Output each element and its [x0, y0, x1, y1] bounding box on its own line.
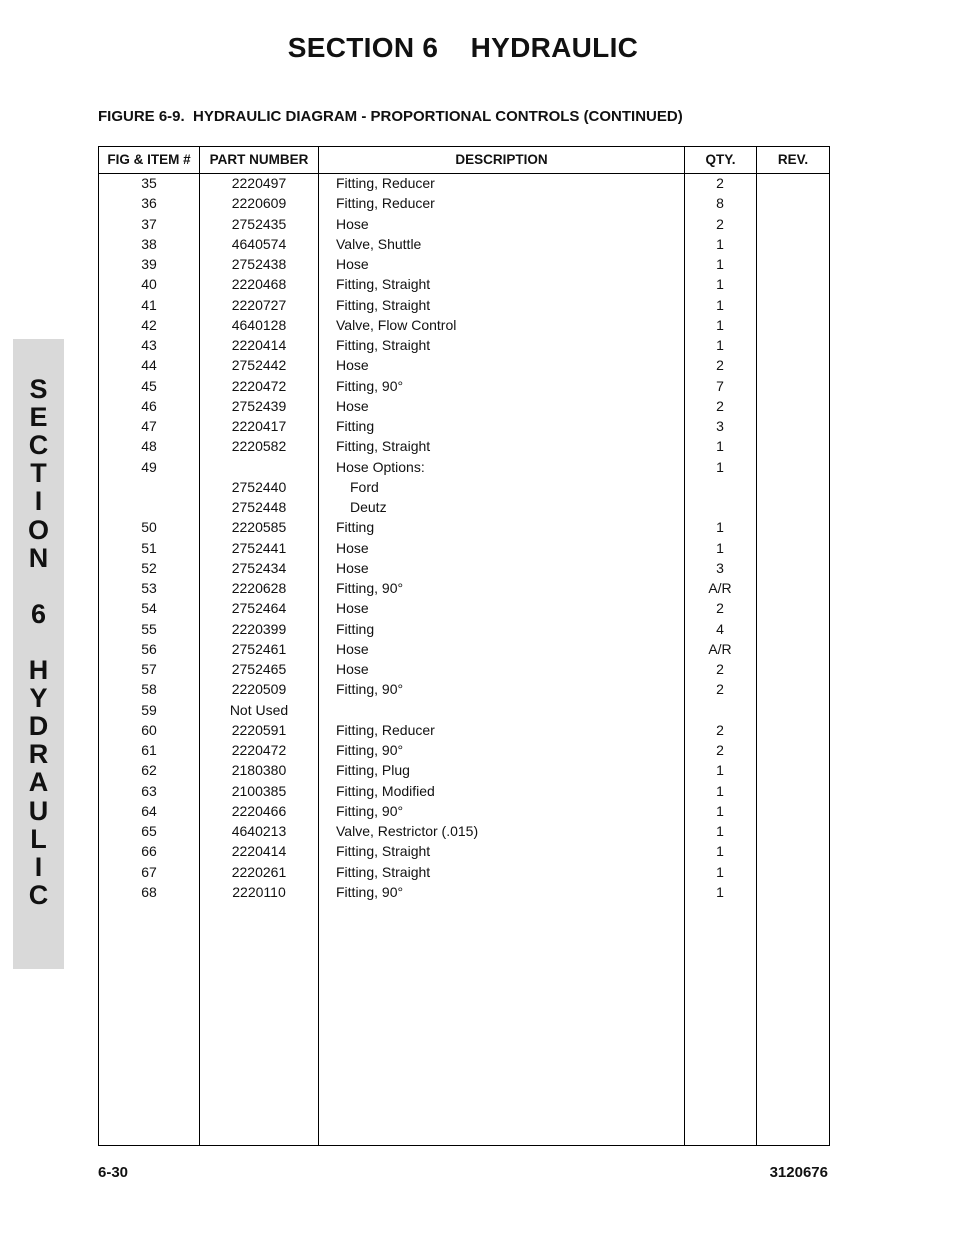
qty-cell: A/R	[708, 640, 732, 657]
part-number-cell: 2752441	[231, 539, 287, 556]
description-cell: Fitting, Reducer	[336, 175, 435, 191]
description-cell: Fitting, Straight	[336, 296, 431, 313]
qty-cell: 3	[716, 418, 724, 434]
part-number-cell: 4640574	[231, 235, 287, 252]
description-cell: Fitting, 90°	[336, 377, 404, 394]
qty-cell: 1	[716, 823, 724, 839]
column-header-rev: REV.	[777, 152, 809, 167]
table-row	[99, 598, 829, 618]
item-number-cell: 35	[141, 175, 157, 191]
section-title: SECTION 6 HYDRAULIC	[287, 32, 639, 63]
table-row	[99, 295, 829, 315]
side-tab-char: C	[28, 430, 49, 461]
table-row	[99, 274, 829, 294]
column-header-qty: QTY.	[705, 152, 736, 167]
qty-cell: 1	[716, 802, 724, 819]
side-tab-char: O	[27, 514, 49, 545]
side-tab-char: N	[28, 542, 49, 573]
description-cell: Fitting, 90°	[336, 883, 404, 900]
description-cell: Fitting, 90°	[336, 681, 404, 698]
page-number: 6-30	[98, 1164, 129, 1181]
description-cell: Fitting, Straight	[336, 337, 431, 353]
qty-cell: 1	[716, 235, 724, 252]
part-number-cell: 2752434	[231, 559, 287, 576]
item-number-cell: 54	[141, 600, 157, 617]
part-number-cell: 2220497	[231, 175, 287, 191]
description-cell: Valve, Flow Control	[336, 316, 457, 333]
item-number-cell: 42	[141, 316, 157, 333]
part-number-cell: 2220399	[231, 620, 287, 637]
part-number-cell: 2220414	[231, 337, 287, 353]
part-number-cell: 2220468	[231, 276, 287, 293]
description-cell: Valve, Shuttle	[336, 235, 422, 252]
parts-table	[98, 146, 830, 1146]
table-row	[99, 619, 829, 639]
part-number-cell: 4640213	[231, 823, 287, 839]
table-row	[99, 862, 829, 882]
item-number-cell: 48	[141, 438, 157, 455]
part-number-cell: 2752461	[231, 640, 287, 657]
table-row	[99, 659, 829, 679]
description-cell: Hose	[336, 256, 369, 272]
table-row	[99, 477, 829, 497]
part-number-cell: 2220582	[231, 438, 287, 455]
part-number-cell: 2752435	[231, 215, 287, 232]
item-number-cell: 68	[141, 883, 157, 900]
side-tab-char: R	[28, 739, 49, 770]
description-cell: Hose	[336, 559, 369, 576]
item-number-cell: 47	[141, 418, 157, 434]
qty-cell: 2	[716, 397, 724, 414]
side-tab-char: T	[30, 458, 47, 489]
part-number-cell: 2220609	[231, 195, 287, 212]
part-number-cell: 2220628	[231, 580, 287, 596]
table-row	[99, 214, 829, 234]
side-tab-char: C	[28, 879, 49, 910]
item-number-cell: 56	[141, 640, 157, 657]
table-row	[99, 801, 829, 821]
part-number-cell: 2220727	[231, 296, 287, 313]
qty-cell: 2	[716, 175, 724, 191]
table-row	[99, 538, 829, 558]
table-row	[99, 882, 829, 902]
part-number-cell: 2752465	[231, 661, 287, 677]
part-number-cell: 2220466	[231, 802, 287, 819]
item-number-cell: 64	[141, 802, 157, 819]
description-cell: Fitting, 90°	[336, 580, 404, 596]
item-number-cell: 41	[141, 296, 157, 313]
item-number-cell: 43	[141, 337, 157, 353]
item-number-cell: 45	[141, 377, 157, 394]
section-side-tab	[13, 339, 64, 969]
description-cell: Hose	[336, 640, 369, 657]
table-row	[99, 193, 829, 213]
item-number-cell: 52	[141, 559, 157, 576]
qty-cell: 1	[716, 256, 724, 272]
item-number-cell: 44	[141, 357, 157, 374]
part-number-cell: 4640128	[231, 316, 287, 333]
description-cell: Fitting	[336, 620, 375, 637]
side-tab-char: S	[29, 374, 48, 404]
qty-cell: 1	[716, 438, 724, 455]
qty-cell: 1	[716, 458, 724, 475]
qty-cell: 1	[716, 337, 724, 353]
side-tab-char: D	[28, 711, 49, 742]
item-number-cell: 51	[141, 539, 157, 556]
description-cell: Ford	[350, 478, 379, 495]
description-cell: Hose	[336, 357, 369, 374]
qty-cell: 2	[716, 215, 724, 232]
part-number-cell: 2180380	[231, 762, 287, 779]
qty-cell: 4	[716, 620, 724, 637]
table-row	[99, 639, 829, 659]
qty-cell: 8	[716, 195, 724, 212]
table-row	[99, 335, 829, 355]
item-number-cell: 55	[141, 620, 157, 637]
qty-cell: 2	[716, 681, 724, 698]
qty-cell: 2	[716, 357, 724, 374]
item-number-cell: 66	[141, 843, 157, 860]
item-number-cell: 61	[141, 742, 157, 758]
part-number-cell: 2752438	[231, 256, 287, 272]
qty-cell: 1	[716, 296, 724, 313]
description-cell: Fitting, 90°	[336, 802, 404, 819]
qty-cell: 1	[716, 843, 724, 860]
part-number-cell: 2752439	[231, 397, 287, 414]
qty-cell: 1	[716, 316, 724, 333]
item-number-cell: 38	[141, 235, 157, 252]
table-row	[99, 821, 829, 841]
qty-cell: 2	[716, 661, 724, 677]
side-tab-char: L	[30, 823, 47, 854]
table-row	[99, 497, 829, 517]
part-number-cell: 2100385	[231, 782, 287, 799]
description-cell: Hose	[336, 600, 369, 617]
item-number-cell: 63	[141, 782, 157, 799]
item-number-cell: 50	[141, 519, 157, 536]
table-row	[99, 578, 829, 598]
table-row	[99, 700, 829, 720]
item-number-cell: 49	[141, 458, 157, 475]
description-cell: Hose	[336, 397, 369, 414]
table-row	[99, 315, 829, 335]
table-row	[99, 760, 829, 780]
description-cell: Fitting, 90°	[336, 742, 404, 758]
table-row	[99, 781, 829, 801]
description-cell: Deutz	[350, 499, 387, 515]
description-cell: Fitting, Reducer	[336, 721, 435, 738]
part-number-cell: 2220472	[231, 377, 287, 394]
column-header-part-number: PART NUMBER	[209, 152, 309, 167]
description-cell: Hose Options:	[336, 458, 425, 475]
description-cell: Fitting, Straight	[336, 843, 431, 860]
column-header-item: FIG & ITEM #	[107, 152, 191, 167]
part-number-cell: 2220414	[231, 843, 287, 860]
table-row	[99, 457, 829, 477]
part-number-cell: 2752448	[231, 499, 287, 515]
item-number-cell: 39	[141, 256, 157, 272]
qty-cell: 3	[716, 559, 724, 576]
description-cell: Fitting, Plug	[336, 762, 410, 779]
document-number: 3120676	[769, 1164, 828, 1181]
part-number-cell: 2220509	[231, 681, 287, 698]
side-tab-char: I	[34, 851, 43, 882]
qty-cell: 1	[716, 539, 724, 556]
table-row	[99, 254, 829, 274]
table-row	[99, 558, 829, 578]
part-number-cell: 2752440	[231, 478, 287, 495]
item-number-cell: 46	[141, 397, 157, 414]
side-tab-char: U	[28, 795, 49, 826]
description-cell: Fitting, Straight	[336, 863, 431, 880]
table-row	[99, 173, 829, 193]
part-number-cell: 2752442	[231, 357, 287, 374]
side-tab-char: H	[28, 655, 49, 685]
item-number-cell: 62	[141, 762, 157, 779]
qty-cell: 2	[716, 742, 724, 758]
table-row	[99, 396, 829, 416]
table-row	[99, 720, 829, 740]
part-number-cell: 2220591	[231, 721, 287, 738]
figure-caption: FIGURE 6-9. HYDRAULIC DIAGRAM - PROPORTIONAL CONTROLS (CONTINUED)	[98, 108, 683, 125]
side-tab-char: 6	[30, 598, 47, 629]
description-cell: Fitting	[336, 519, 375, 536]
item-number-cell: 58	[141, 681, 157, 698]
table-row	[99, 841, 829, 861]
part-number-cell: 2220472	[231, 742, 287, 758]
item-number-cell: 53	[141, 580, 157, 596]
part-number-cell: 2752464	[231, 600, 287, 617]
side-tab-char: I	[34, 486, 43, 517]
description-cell: Fitting	[336, 418, 375, 434]
qty-cell: 7	[716, 377, 724, 394]
item-number-cell: 59	[141, 701, 157, 718]
table-row	[99, 234, 829, 254]
qty-cell: 2	[716, 721, 724, 738]
table-row	[99, 679, 829, 699]
description-cell: Valve, Restrictor (.015)	[336, 823, 479, 839]
qty-cell: 1	[716, 883, 724, 900]
table-row	[99, 416, 829, 436]
side-tab-char: E	[29, 402, 48, 433]
description-cell: Fitting, Straight	[336, 276, 431, 293]
qty-cell: 1	[716, 762, 724, 779]
part-number-cell: Not Used	[229, 701, 289, 718]
description-cell: Hose	[336, 661, 369, 677]
qty-cell: 1	[716, 276, 724, 293]
table-row	[99, 517, 829, 537]
column-header-description: DESCRIPTION	[455, 152, 548, 167]
side-tab-char: Y	[29, 683, 48, 714]
part-number-cell: 2220110	[232, 883, 286, 900]
description-cell: Hose	[336, 215, 369, 232]
item-number-cell: 67	[141, 863, 157, 880]
table-row	[99, 740, 829, 760]
item-number-cell: 65	[141, 823, 157, 839]
table-row	[99, 376, 829, 396]
part-number-cell: 2220417	[231, 418, 287, 434]
part-number-cell: 2220585	[231, 519, 287, 536]
side-tab-char: A	[28, 767, 49, 798]
item-number-cell: 60	[141, 721, 157, 738]
qty-cell: A/R	[708, 580, 732, 596]
description-cell: Fitting, Straight	[336, 438, 431, 455]
table-row	[99, 355, 829, 375]
part-number-cell: 2220261	[231, 863, 287, 880]
description-cell: Fitting, Reducer	[336, 195, 435, 212]
description-cell: Fitting, Modified	[336, 782, 435, 799]
qty-cell: 2	[716, 600, 724, 617]
item-number-cell: 40	[141, 276, 157, 293]
qty-cell: 1	[716, 519, 724, 536]
item-number-cell: 36	[141, 195, 157, 212]
item-number-cell: 37	[141, 215, 157, 232]
description-cell: Hose	[336, 539, 369, 556]
qty-cell: 1	[716, 863, 724, 880]
item-number-cell: 57	[141, 661, 157, 677]
table-row	[99, 436, 829, 456]
qty-cell: 1	[716, 782, 724, 799]
